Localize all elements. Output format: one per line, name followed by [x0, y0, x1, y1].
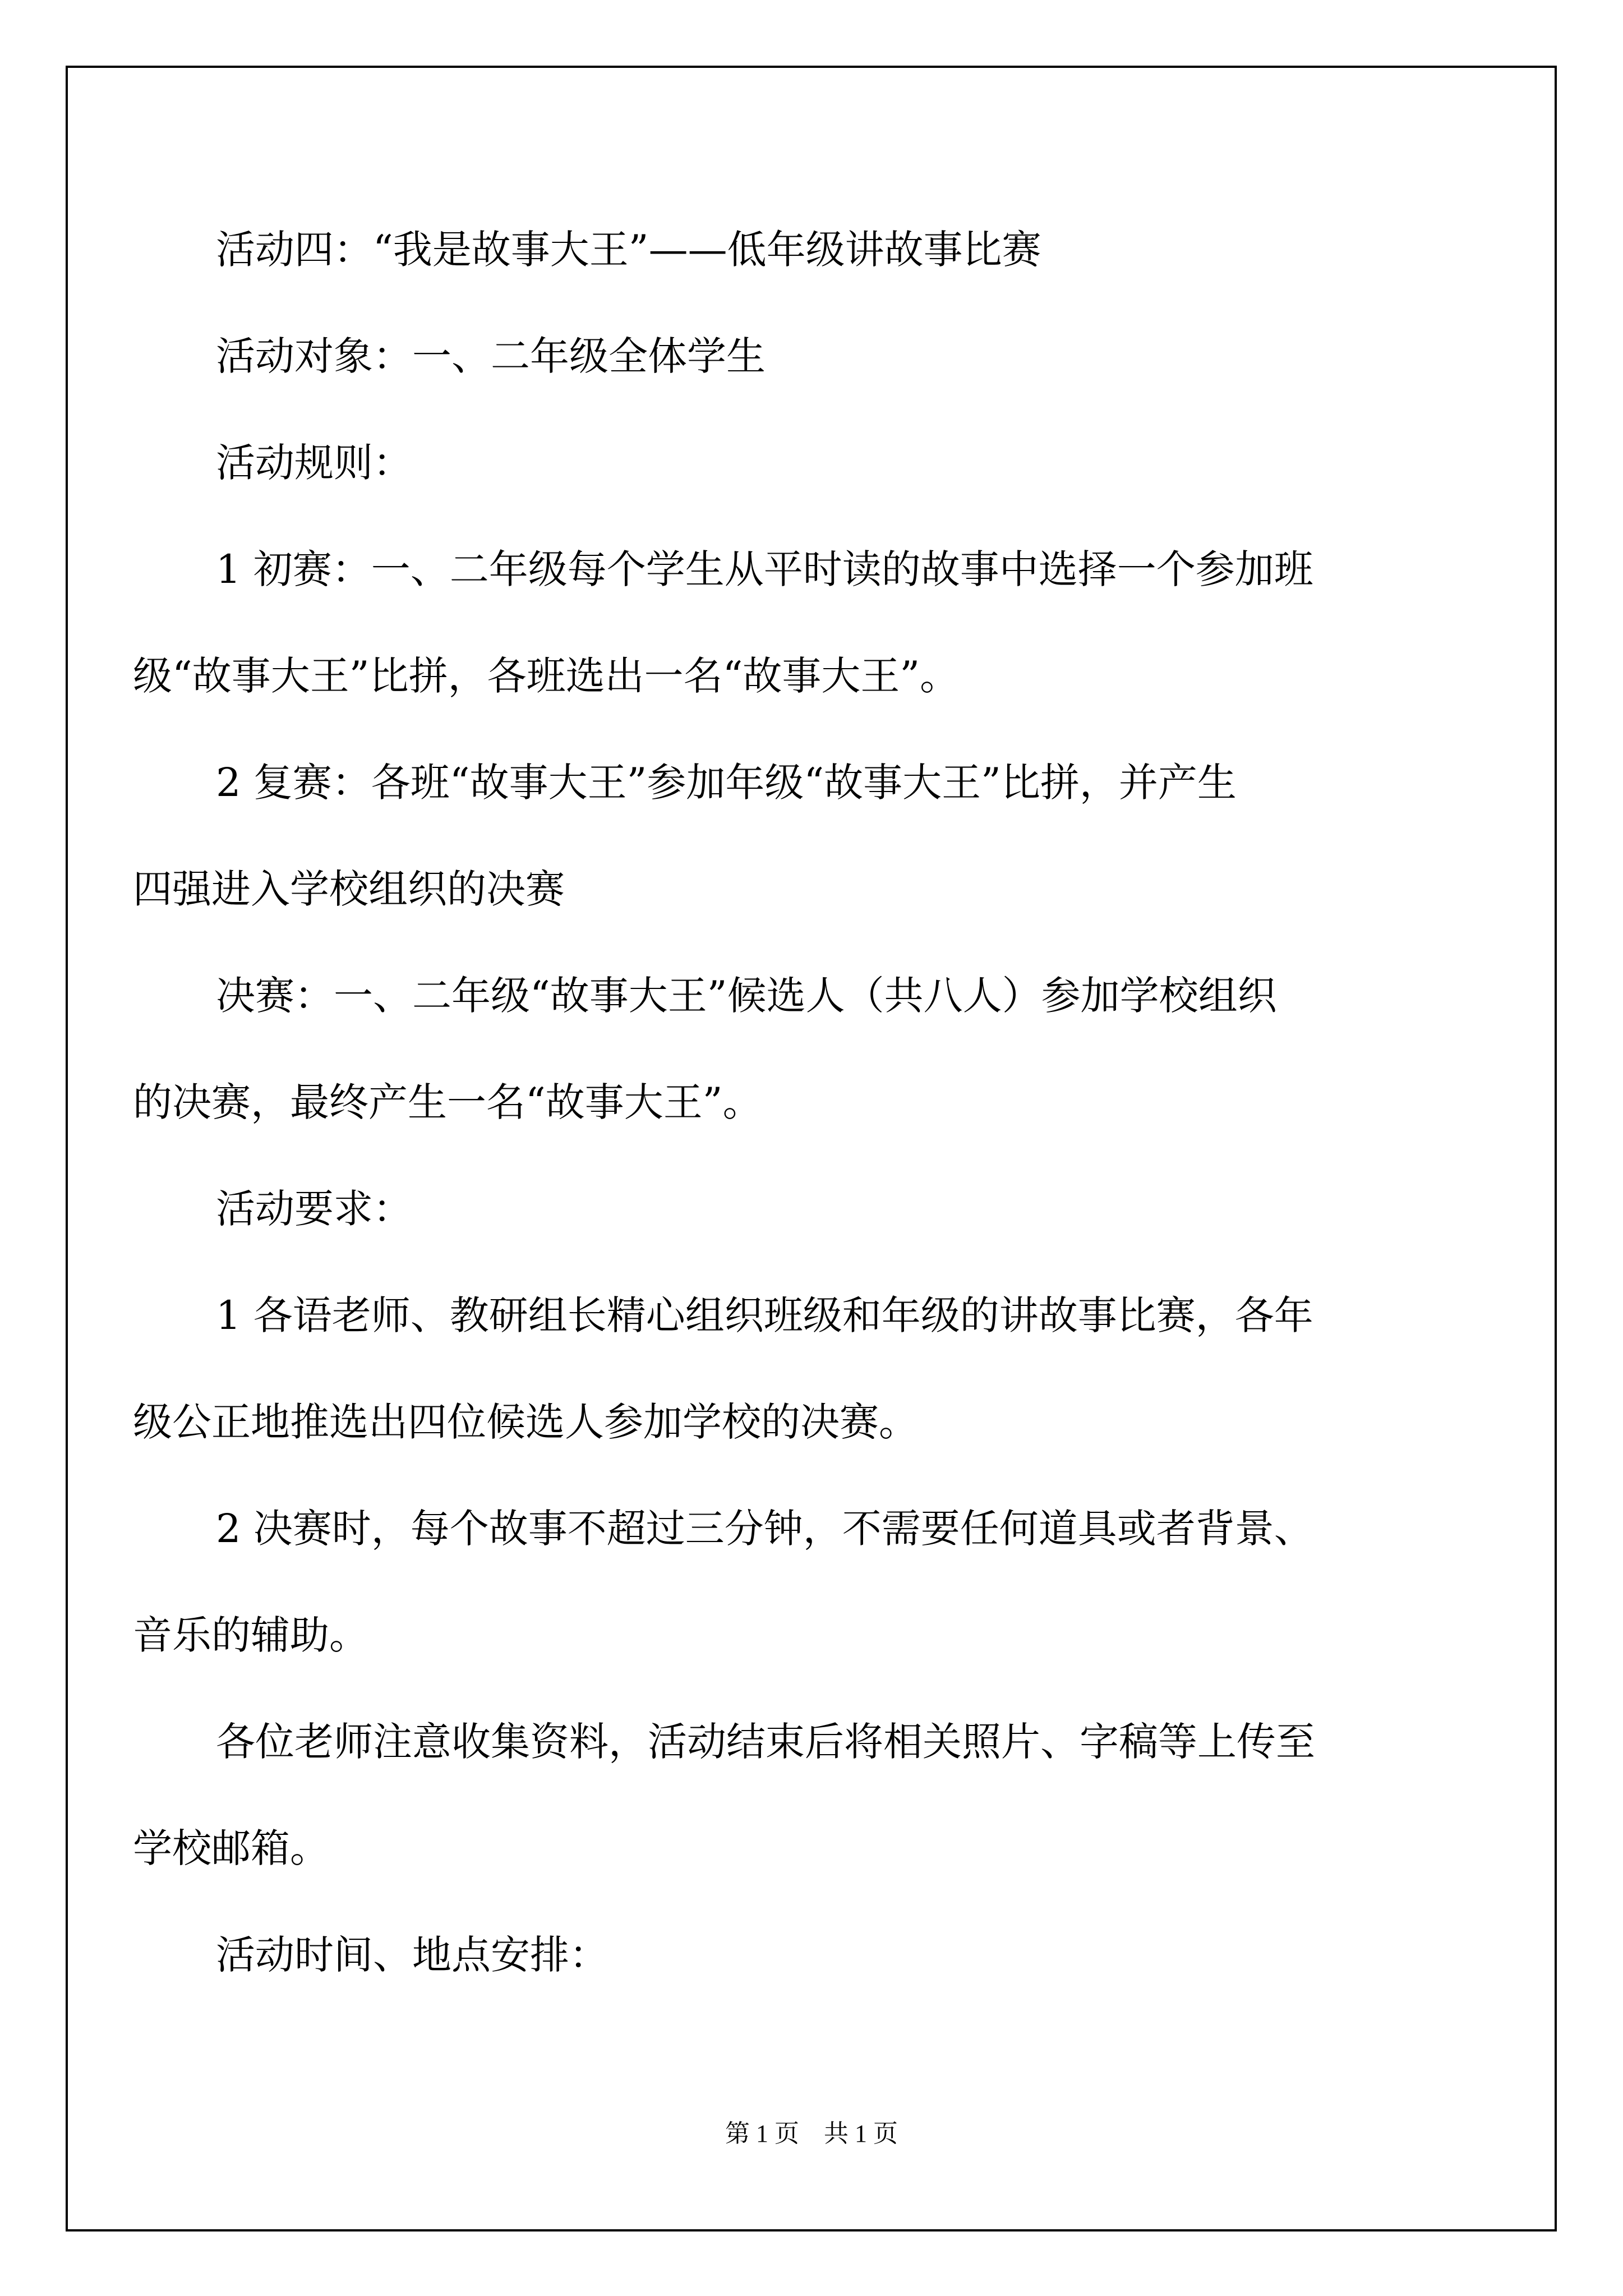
- final-rule-line-2: 的决赛，最终产生一名“故事大王”。: [133, 1079, 762, 1125]
- requirements-heading: 活动要求：: [216, 1186, 412, 1232]
- materials-note-line-1: 各位老师注意收集资料，活动结束后将相关照片、字稿等上传至: [216, 1719, 1315, 1765]
- requirement-2-line-2: 音乐的辅助。: [133, 1612, 368, 1658]
- requirement-2-line-1: 2 决赛时，每个故事不超过三分钟，不需要任何道具或者背景、: [216, 1506, 1313, 1552]
- rule-1-line-2: 级“故事大王”比拼，各班选出一名“故事大王”。: [133, 653, 960, 699]
- rule-1-line-1: 1 初赛：一、二年级每个学生从平时读的故事中选择一个参加班: [216, 546, 1313, 592]
- activity-target: 活动对象：一、二年级全体学生: [216, 333, 766, 379]
- requirement-1-line-1: 1 各语老师、教研组长精心组织班级和年级的讲故事比赛，各年: [216, 1292, 1313, 1338]
- requirement-1-line-2: 级公正地推选出四位候选人参加学校的决赛。: [133, 1399, 918, 1445]
- page-border: [66, 66, 1557, 2231]
- page-footer: 第 1 页 共 1 页: [725, 2120, 898, 2147]
- rule-2-line-2: 四强进入学校组织的决赛: [133, 866, 565, 912]
- materials-note-line-2: 学校邮箱。: [133, 1825, 329, 1871]
- rule-2-line-1: 2 复赛：各班“故事大王”参加年级“故事大王”比拼，并产生: [216, 760, 1237, 806]
- final-rule-line-1: 决赛：一、二年级“故事大王”候选人（共八人）参加学校组织: [216, 973, 1277, 1019]
- rules-heading: 活动规则：: [216, 440, 412, 486]
- activity-title: 活动四：“我是故事大王”——低年级讲故事比赛: [216, 227, 1041, 273]
- schedule-heading: 活动时间、地点安排：: [216, 1932, 608, 1978]
